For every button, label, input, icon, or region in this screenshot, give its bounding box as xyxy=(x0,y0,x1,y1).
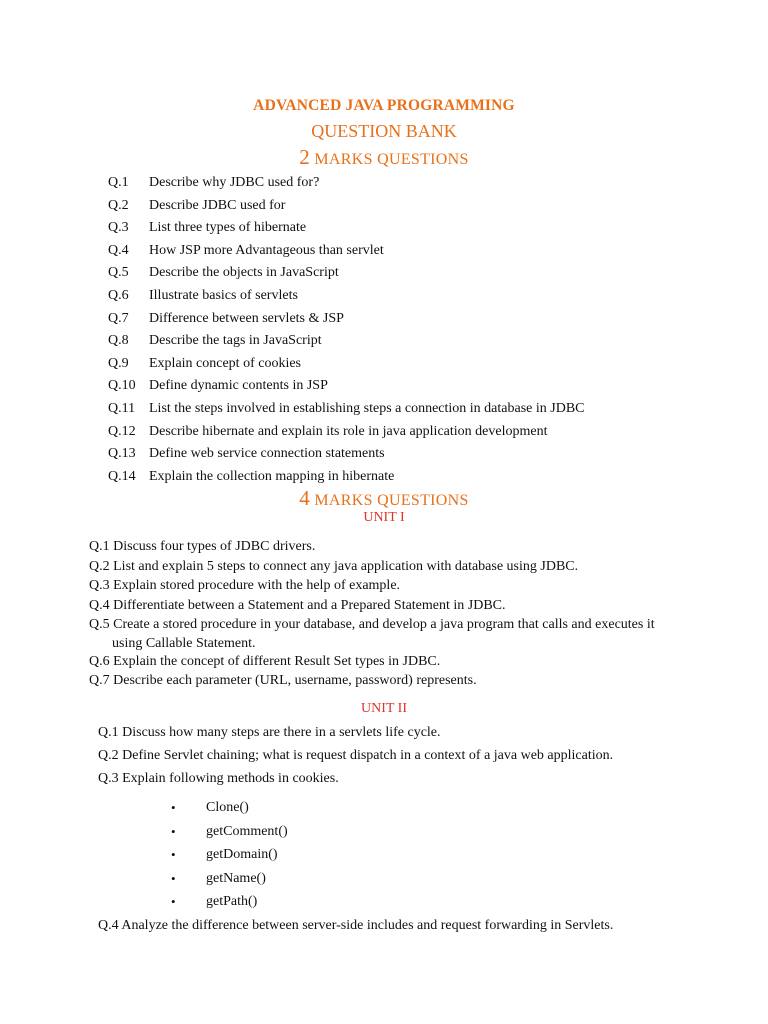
method-name: Clone() xyxy=(206,800,249,815)
question-number: Q.1 xyxy=(89,539,110,554)
question-number: Q.4 xyxy=(108,242,129,258)
question-continuation: using Callable Statement. xyxy=(112,635,256,651)
question-text: Describe the tags in JavaScript xyxy=(149,333,322,349)
question-row xyxy=(0,330,768,353)
question-text: Describe why JDBC used for? xyxy=(149,175,320,190)
two-marks-question-list xyxy=(0,172,768,488)
question-number: Q.6 xyxy=(108,287,129,303)
question-row xyxy=(0,262,768,285)
question-row xyxy=(0,466,768,489)
bullet-icon: • xyxy=(171,870,176,886)
question-text: Explain stored procedure with the help of example. xyxy=(113,578,401,593)
question-row xyxy=(0,596,768,616)
question-text: Describe hibernate and explain its role in java application development xyxy=(149,423,548,439)
question-number: Q.2 xyxy=(98,748,119,763)
document-subtitle: QUESTION BANK xyxy=(311,121,457,141)
method-name: getDomain() xyxy=(206,847,278,862)
question-number: Q.9 xyxy=(108,355,129,371)
question-text: Create a stored procedure in your database, and develop a java program that calls and executes it xyxy=(113,617,655,632)
bullet-icon: • xyxy=(171,823,176,839)
question-row xyxy=(0,398,768,421)
four-marks-number: 4 xyxy=(299,486,311,510)
question-row xyxy=(0,576,768,596)
four-marks-label: MARKS QUESTIONS xyxy=(314,492,469,509)
two-marks-heading xyxy=(0,145,768,170)
question-number: Q.7 xyxy=(89,673,110,688)
question-row xyxy=(0,914,768,937)
question-text: How JSP more Advantageous than servlet xyxy=(149,242,384,258)
question-text: Explain the concept of different Result Set types in JDBC. xyxy=(113,653,441,669)
question-row xyxy=(0,443,768,466)
question-text: Describe the objects in JavaScript xyxy=(149,265,339,281)
question-row xyxy=(0,421,768,444)
bullet-icon: • xyxy=(171,894,176,909)
question-text: Differentiate between a Statement and a Prepared Statement in JDBC. xyxy=(113,597,506,613)
question-text: Explain the collection mapping in hibernate xyxy=(149,468,395,484)
method-list-item xyxy=(0,843,768,867)
question-text: List the steps involved in establishing steps a connection in database in JDBC xyxy=(149,400,585,416)
question-number: Q.11 xyxy=(108,400,136,416)
question-row xyxy=(0,652,768,672)
document-title: ADVANCED JAVA PROGRAMMING xyxy=(253,97,515,114)
question-number: Q.2 xyxy=(108,197,129,213)
question-number: Q.10 xyxy=(108,378,136,394)
question-number: Q.8 xyxy=(108,333,129,349)
question-row xyxy=(0,537,768,557)
question-text: Define dynamic contents in JSP xyxy=(149,378,328,394)
question-number: Q.2 xyxy=(89,558,110,574)
question-row xyxy=(0,285,768,308)
bullet-icon: • xyxy=(171,800,176,815)
question-row xyxy=(0,615,768,635)
question-text: Analyze the difference between server-side includes and request forwarding in Servlets. xyxy=(121,917,614,933)
question-number: Q.4 xyxy=(98,917,119,933)
question-number: Q.3 xyxy=(89,578,110,593)
two-marks-number: 2 xyxy=(299,145,311,169)
question-number: Q.14 xyxy=(108,468,136,484)
unit-2-heading: UNIT II xyxy=(360,701,407,716)
question-row xyxy=(0,240,768,263)
question-number: Q.13 xyxy=(108,446,136,462)
four-marks-heading xyxy=(0,486,768,511)
question-number: Q.5 xyxy=(89,617,110,632)
question-text: Explain following methods in cookies. xyxy=(122,771,339,786)
method-name: getName() xyxy=(206,870,266,886)
question-number: Q.3 xyxy=(98,771,119,786)
method-list-item xyxy=(0,796,768,820)
question-number: Q.1 xyxy=(98,725,119,740)
question-text: List three types of hibernate xyxy=(149,220,307,236)
question-row xyxy=(0,671,768,691)
question-text: Explain concept of cookies xyxy=(149,355,302,371)
method-list-item xyxy=(0,820,768,844)
method-name: getPath() xyxy=(206,894,258,909)
question-row xyxy=(0,172,768,195)
question-row xyxy=(0,557,768,577)
unit-1-heading: UNIT I xyxy=(363,510,405,525)
question-row xyxy=(0,308,768,331)
method-name: getComment() xyxy=(206,823,288,839)
question-text: Illustrate basics of servlets xyxy=(149,287,298,303)
question-text: Define Servlet chaining; what is request dispatch in a context of a java web application. xyxy=(122,748,614,763)
question-number: Q.6 xyxy=(89,653,110,669)
question-number: Q.7 xyxy=(108,310,129,326)
question-number: Q.1 xyxy=(108,175,129,190)
question-row xyxy=(0,195,768,218)
question-row xyxy=(0,375,768,398)
question-number: Q.3 xyxy=(108,220,129,236)
question-text: Define web service connection statements xyxy=(149,446,385,462)
question-row xyxy=(0,721,768,744)
question-text: Describe JDBC used for xyxy=(149,197,286,213)
question-text: List and explain 5 steps to connect any java application with database using JDBC. xyxy=(113,558,579,574)
question-text: Describe each parameter (URL, username, password) represents. xyxy=(113,673,477,688)
question-row xyxy=(0,744,768,767)
bullet-icon: • xyxy=(171,847,176,862)
method-list-item xyxy=(0,890,768,914)
question-text: Difference between servlets & JSP xyxy=(149,310,344,326)
question-row xyxy=(0,217,768,240)
question-number: Q.4 xyxy=(89,597,110,613)
question-row xyxy=(0,767,768,790)
two-marks-label: MARKS QUESTIONS xyxy=(314,151,469,168)
question-text: Discuss how many steps are there in a servlets life cycle. xyxy=(122,725,441,740)
unit-2-question-list xyxy=(0,721,768,937)
question-text: Discuss four types of JDBC drivers. xyxy=(113,539,316,554)
method-list-item xyxy=(0,867,768,891)
unit-1-question-list xyxy=(0,537,768,691)
question-number: Q.12 xyxy=(108,423,136,439)
question-row xyxy=(0,353,768,376)
question-number: Q.5 xyxy=(108,265,129,281)
